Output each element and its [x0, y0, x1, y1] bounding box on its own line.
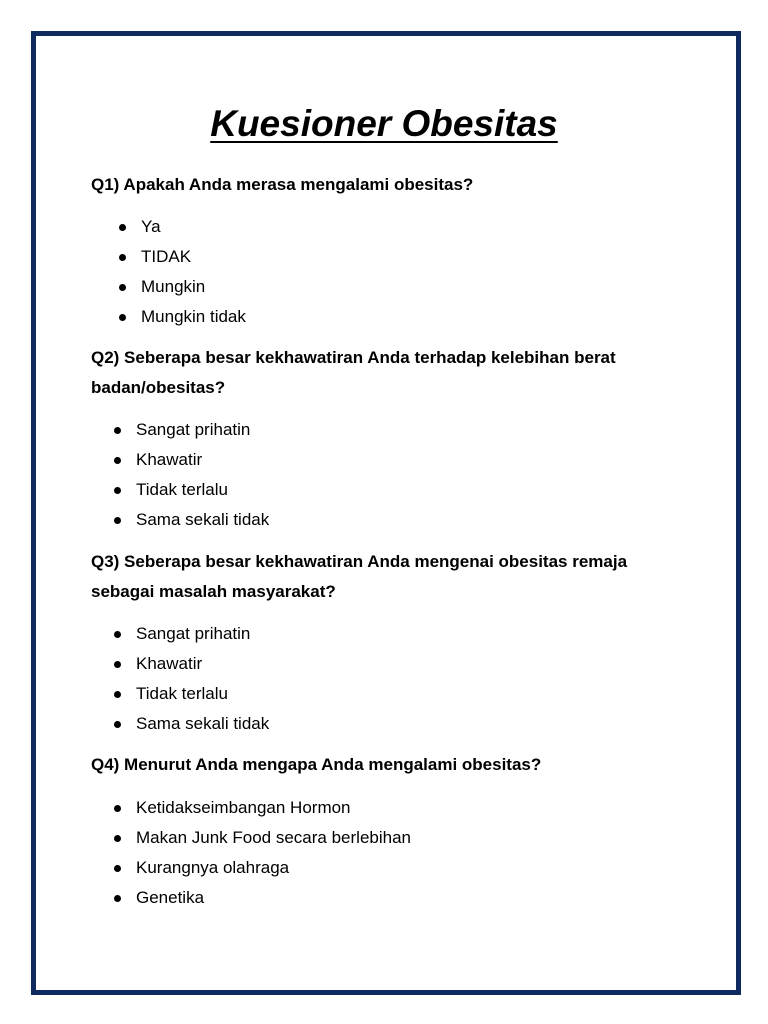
- option-label: Makan Junk Food secara berlebihan: [136, 828, 411, 847]
- question-4: Q4) Menurut Anda mengapa Anda mengalami obesitas?: [91, 755, 542, 774]
- bullet-icon: [114, 691, 121, 698]
- question-2: [91, 343, 671, 403]
- option-item: [0, 445, 269, 475]
- bullet-icon: [119, 284, 126, 291]
- option-label: Genetika: [136, 888, 205, 907]
- question-3-line-2: sebagai masalah masyarakat?: [91, 582, 336, 601]
- bullet-icon: [114, 631, 121, 638]
- question-3-line-1: Q3) Seberapa besar kekhawatiran Anda mengenai obesitas remaja: [91, 552, 628, 571]
- question-2-options: [0, 415, 269, 535]
- option-item: [0, 415, 269, 445]
- question-3-options: [0, 619, 269, 739]
- question-1: Q1) Apakah Anda merasa mengalami obesitas?: [91, 175, 474, 194]
- bullet-icon: [114, 835, 121, 842]
- option-label: Ya: [141, 217, 161, 236]
- bullet-icon: [119, 224, 126, 231]
- bullet-icon: [114, 487, 121, 494]
- bullet-icon: [114, 865, 121, 872]
- bullet-icon: [114, 895, 121, 902]
- option-label: Khawatir: [136, 654, 203, 673]
- option-label: Tidak terlalu: [136, 480, 228, 499]
- option-item: [0, 823, 411, 853]
- option-label: Tidak terlalu: [136, 684, 228, 703]
- option-item: [0, 793, 411, 823]
- option-label: Sangat prihatin: [136, 624, 251, 643]
- option-item: [0, 475, 269, 505]
- option-item: [0, 505, 269, 535]
- option-label: Kurangnya olahraga: [136, 858, 290, 877]
- option-item: [0, 302, 246, 332]
- option-label: Mungkin tidak: [141, 307, 246, 326]
- question-1-options: [0, 212, 246, 332]
- bullet-icon: [114, 427, 121, 434]
- question-2-line-1: Q2) Seberapa besar kekhawatiran Anda terhadap kelebihan berat: [91, 348, 616, 367]
- option-item: [0, 242, 246, 272]
- option-label: Sangat prihatin: [136, 420, 251, 439]
- option-label: TIDAK: [141, 247, 192, 266]
- option-label: Ketidakseimbangan Hormon: [136, 798, 351, 817]
- option-item: [0, 212, 246, 242]
- option-item: [0, 883, 411, 913]
- option-item: [0, 853, 411, 883]
- option-item: [0, 272, 246, 302]
- page-title: Kuesioner Obesitas: [210, 103, 558, 144]
- bullet-icon: [114, 457, 121, 464]
- option-label: Sama sekali tidak: [136, 714, 270, 733]
- bullet-icon: [114, 661, 121, 668]
- option-item: [0, 709, 269, 739]
- bullet-icon: [114, 721, 121, 728]
- bullet-icon: [119, 254, 126, 261]
- option-item: [0, 649, 269, 679]
- option-label: Mungkin: [141, 277, 206, 296]
- question-4-options: [0, 793, 411, 913]
- option-label: Sama sekali tidak: [136, 510, 270, 529]
- option-label: Khawatir: [136, 450, 203, 469]
- bullet-icon: [114, 805, 121, 812]
- question-3: [91, 547, 671, 607]
- bullet-icon: [114, 517, 121, 524]
- question-2-line-2: badan/obesitas?: [91, 378, 226, 397]
- bullet-icon: [119, 314, 126, 321]
- option-item: [0, 679, 269, 709]
- option-item: [0, 619, 269, 649]
